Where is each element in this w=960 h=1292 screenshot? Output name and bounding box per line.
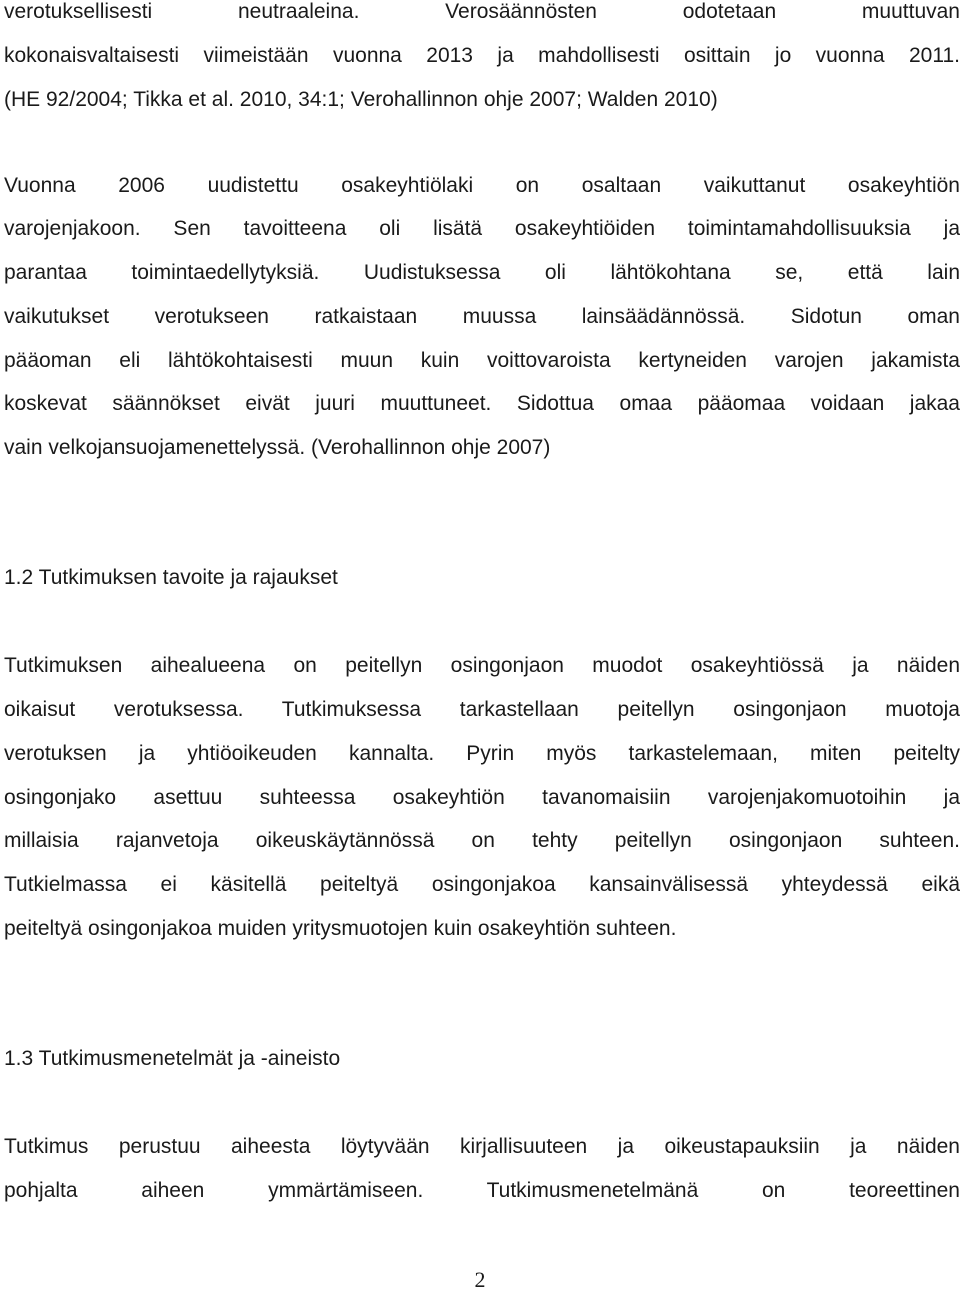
paragraph-line: vain velkojansuojamenettelyssä. (Verohallinnon ohje 2007) bbox=[4, 436, 551, 459]
paragraph-line: Tutkimuksen aihealueena on peitellyn osingonjaon muodot osakeyhtiössä ja näiden bbox=[4, 654, 960, 677]
paragraph-line: kokonaisvaltaisesti viimeistään vuonna 2013 ja mahdollisesti osittain jo vuonna 2011. bbox=[4, 44, 960, 67]
paragraph-line: koskevat säännökset eivät juuri muuttuneet. Sidottua omaa pääomaa voidaan jakaa bbox=[4, 392, 960, 415]
paragraph-line: peiteltyä osingonjakoa muiden yritysmuotojen kuin osakeyhtiön suhteen. bbox=[4, 917, 677, 940]
paragraph-line: verotuksen ja yhtiöoikeuden kannalta. Pyrin myös tarkastelemaan, miten peitelty bbox=[4, 742, 960, 765]
paragraph-line: oikaisut verotuksessa. Tutkimuksessa tarkastellaan peitellyn osingonjaon muotoja bbox=[4, 698, 960, 721]
page-number: 2 bbox=[474, 1267, 486, 1292]
paragraph-line: Tutkielmassa ei käsitellä peiteltyä osingonjakoa kansainvälisessä yhteydessä eikä bbox=[4, 873, 960, 896]
paragraph-line: (HE 92/2004; Tikka et al. 2010, 34:1; Verohallinnon ohje 2007; Walden 2010) bbox=[4, 88, 718, 111]
paragraph-line: pohjalta aiheen ymmärtämiseen. Tutkimusmenetelmänä on teoreettinen bbox=[4, 1179, 960, 1202]
paragraph-line: varojenjakoon. Sen tavoitteena oli lisätä osakeyhtiöiden toimintamahdollisuuksia ja bbox=[4, 217, 960, 240]
paragraph-line: parantaa toimintaedellytyksiä. Uudistuksessa oli lähtökohtana se, että lain bbox=[4, 261, 960, 284]
paragraph-line: pääoman eli lähtökohtaisesti muun kuin voittovaroista kertyneiden varojen jakamista bbox=[4, 349, 960, 372]
paragraph-line: osingonjako asettuu suhteessa osakeyhtiön tavanomaisiin varojenjakomuotoihin ja bbox=[4, 786, 960, 809]
section-heading: 1.2 Tutkimuksen tavoite ja rajaukset bbox=[4, 566, 338, 589]
paragraph-line: verotuksellisesti neutraaleina. Verosäännösten odotetaan muuttuvan bbox=[4, 0, 960, 23]
paragraph-line: millaisia rajanvetoja oikeuskäytännössä on tehty peitellyn osingonjaon suhteen. bbox=[4, 829, 960, 852]
section-heading: 1.3 Tutkimusmenetelmät ja -aineisto bbox=[4, 1047, 341, 1070]
paragraph-line: vaikutukset verotukseen ratkaistaan muussa lainsäädännössä. Sidotun oman bbox=[4, 305, 960, 328]
paragraph-line: Vuonna 2006 uudistettu osakeyhtiölaki on osaltaan vaikuttanut osakeyhtiön bbox=[4, 174, 960, 197]
paragraph-line: Tutkimus perustuu aiheesta löytyvään kirjallisuuteen ja oikeustapauksiin ja näiden bbox=[4, 1135, 960, 1158]
